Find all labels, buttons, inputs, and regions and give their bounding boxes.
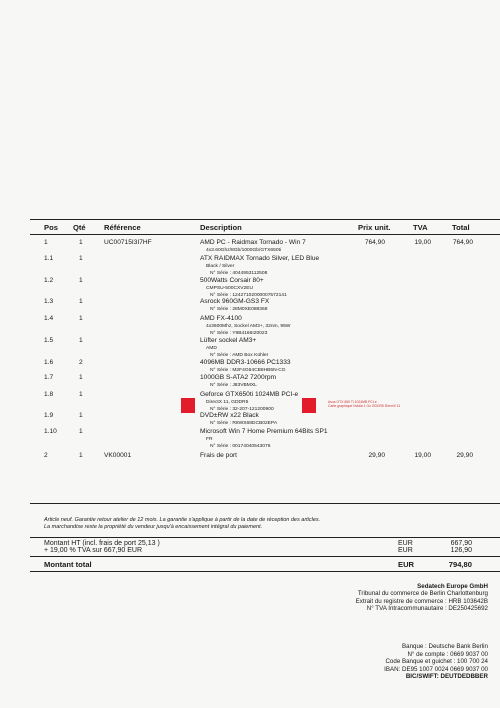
row-detail: N° Série : 28M0XE088368 (210, 307, 268, 312)
cell-desc: 4096MB DDR3-10666 PC1333 (200, 359, 291, 366)
header-ref: Référence (104, 223, 141, 232)
row-detail: CMPSU-500CXV2EU (206, 286, 254, 291)
cell-qte: 1 (79, 374, 83, 381)
cell-total: 764,90 (452, 239, 473, 246)
cell-desc: AMD FX-4100 (200, 315, 242, 322)
total-label: Montant total (44, 560, 92, 569)
tva-label: + 19,00 % TVA sur 667,90 EUR (44, 547, 142, 554)
table-top-rule (30, 219, 500, 220)
cell-desc: Frais de port (200, 452, 238, 459)
row-detail: N° Série : R8WS68DCB02EPA (210, 421, 278, 426)
tva-value: 126,90 (450, 547, 472, 554)
terms-line-2: La marchandise reste la propriété du vendeur jusqu'à encaissement intégral du paiement. (44, 524, 263, 530)
row-detail: AMD (206, 346, 217, 351)
ht-value: 667,90 (450, 540, 472, 547)
row-detail: N° Série : M2F4G64CB8HB5N-CG (210, 368, 286, 373)
annotation-line: Carte graphique Nvidia 1 Go GDDR5 DirectX 11 (328, 404, 401, 408)
cell-qte: 1 (79, 298, 83, 305)
cell-prix: 764,90 (364, 239, 385, 246)
cell-pos: 1.4 (44, 315, 54, 322)
cell-qte: 1 (79, 239, 83, 246)
cell-pos: 1.7 (44, 374, 54, 381)
company-name: Sedatech Europe GmbH (417, 583, 488, 590)
company-line: Tribunal du commerce de Berlin Charlottenburg (357, 590, 488, 598)
cell-qte: 1 (79, 412, 83, 419)
row-detail: N° Série : 4044953112508 (210, 270, 268, 276)
highlight-box-left (181, 398, 195, 413)
cell-pos: 1.6 (44, 359, 54, 366)
cell-desc: Lüfter sockel AM3+ (200, 337, 257, 344)
cell-desc: 1000GB S-ATA2 7200rpm (200, 374, 276, 381)
row-detail: DirectX 11, GDDR5 (206, 400, 249, 405)
total-currency: EUR (398, 560, 415, 569)
cell-ref: VK00001 (104, 452, 132, 459)
header-bottom-rule (30, 234, 500, 235)
cell-ref: UC00715I3I7HF (104, 239, 152, 246)
bank-line: N° de compte : 0669 9037 00 (407, 650, 488, 658)
cell-pos: 1.3 (44, 298, 54, 305)
cell-pos: 1.8 (44, 391, 54, 398)
cell-desc: Geforce GTX650ti 1024MB PCI-e (200, 391, 299, 398)
cell-pos: 1 (44, 239, 48, 246)
bank-block (228, 643, 488, 681)
cell-qte: 1 (79, 337, 83, 344)
header-qte: Qté (73, 223, 86, 232)
annotation-line: Asus GTX 650 Ti 1024MB PCI-e (328, 400, 377, 404)
header-total: Total (452, 223, 470, 232)
cell-desc: DVD±RW x22 Black (200, 412, 259, 419)
cell-pos: 1.5 (44, 337, 54, 344)
cell-qte: 1 (79, 452, 83, 459)
totals-top-rule (30, 537, 500, 538)
row-detail: N° Série : 12427102000007572141 (210, 292, 287, 298)
cell-pos: 2 (44, 452, 48, 459)
company-line: N° TVA Intracommunautaire : DE250425692 (366, 605, 488, 613)
highlight-box-right (302, 398, 316, 413)
row-detail: Black / Silver (206, 264, 235, 269)
cell-desc: ATX RAIDMAX Tornado Silver, LED Blue (200, 255, 320, 262)
totals-bottom-rule (30, 571, 500, 572)
cell-qte: 1 (79, 428, 83, 435)
annotation-note (328, 400, 400, 408)
bank-line: Banque : Deutsche Bank Berlin (402, 643, 488, 650)
company-line: Extrait du registre de commerce : HRB 103642B (355, 597, 488, 605)
header-desc: Description (200, 223, 242, 232)
row-detail: FR (206, 437, 213, 442)
row-detail: N° Série : 32-207-121200900 (210, 406, 274, 412)
header-pos: Pos (44, 223, 58, 232)
cell-desc: AMD PC - Raidmax Tornado - Win 7 (200, 239, 306, 246)
bank-line: BIC/SWIFT: DEUTDEDBBER (405, 673, 488, 681)
row-detail: N° Série : Y9B4166I20023 (210, 330, 268, 336)
row-detail: N° Série : AMD Box Kühler (210, 352, 269, 358)
cell-prix: 29,90 (368, 452, 385, 459)
cell-tva: 19,00 (414, 239, 431, 246)
total-value: 794,80 (448, 560, 472, 569)
table-bottom-rule (30, 503, 500, 504)
row-detail: 4x3.60Ghz/8Gb/1000Gb/GTX650ti (206, 248, 282, 253)
cell-pos: 1.10 (44, 428, 57, 435)
cell-pos: 1.1 (44, 255, 54, 262)
row-detail: N° Série : 00174040543076 (210, 443, 271, 449)
cell-pos: 1.9 (44, 412, 54, 419)
cell-desc: Asrock 960GM-GS3 FX (200, 298, 270, 305)
cell-qte: 1 (79, 277, 83, 284)
row-detail: 4x3600Mhz, Sockel AM3+, 32nm, 95W (206, 324, 291, 329)
terms-line-1: Article neuf. Garantie retour atelier de 12 mois. La garantie s'applique à partir de la date de réception des articles. (44, 517, 321, 523)
tva-currency: EUR (398, 547, 413, 554)
cell-qte: 1 (79, 391, 83, 398)
cell-total: 29,90 (456, 452, 473, 459)
cell-qte: 1 (79, 315, 83, 322)
bank-line: Code Banque et guichet : 100 700 24 (385, 658, 488, 666)
ht-label: Montant HT (incl. frais de port 25,13 ) (44, 540, 160, 547)
cell-qte: 2 (79, 359, 83, 366)
cell-pos: 1.2 (44, 277, 54, 284)
ht-currency: EUR (398, 540, 413, 547)
cell-desc: 500Watts Corsair 80+ (200, 277, 264, 284)
bank-line: IBAN: DE95 1007 0024 0669 9037 00 (384, 665, 488, 673)
header-tva: TVA (413, 223, 428, 232)
cell-desc: Microsoft Win 7 Home Premium 64Bits SP1 (200, 428, 328, 435)
header-prix: Prix unit. (358, 223, 391, 232)
totals-mid-rule (30, 556, 500, 557)
company-block (228, 583, 488, 613)
cell-qte: 1 (79, 255, 83, 262)
row-detail: N° Série : J83VBMXL (210, 383, 257, 388)
cell-tva: 19,00 (414, 452, 431, 459)
